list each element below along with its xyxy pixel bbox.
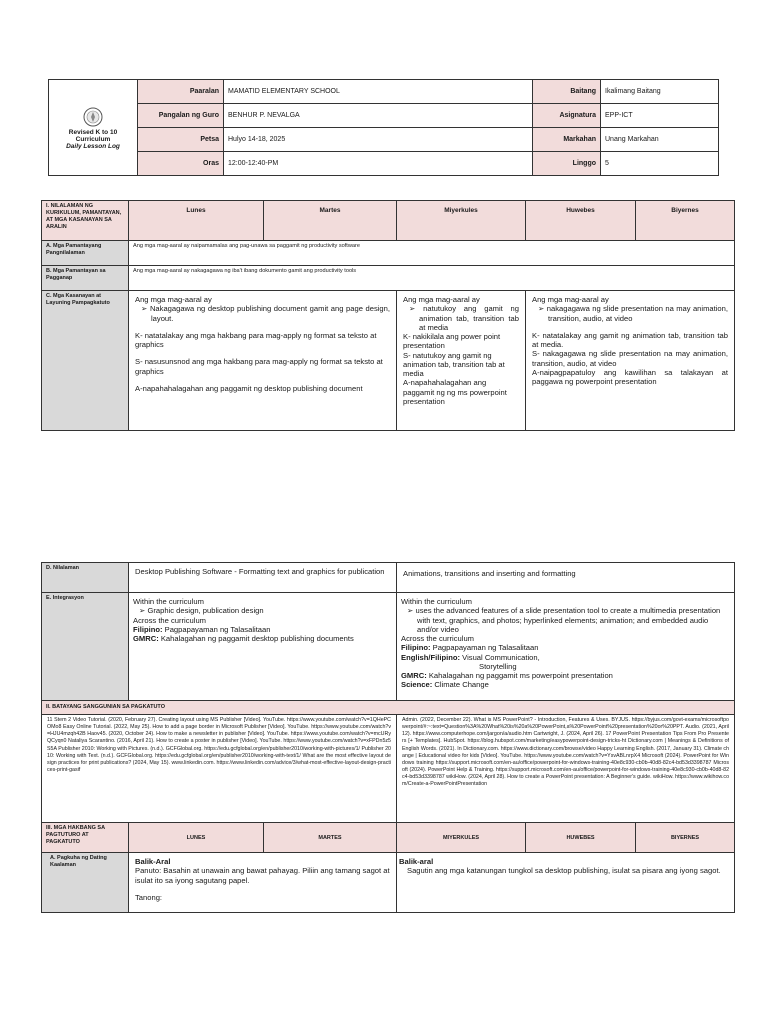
linggo-value: 5 [601,152,719,176]
pagkuha-left [129,853,397,913]
day-upper-biyernes: BIYERNES [636,823,735,853]
right-gmrc-text: Kahalagahan ng paggamit ms powerpoint presentation [426,671,613,680]
left-filipino [133,625,392,634]
section1-table [41,200,735,431]
day-miyerkules: Miyerkules [397,201,526,241]
baitang-label: Baitang [533,80,601,104]
left-balik-title: Balik-Aral [135,857,171,866]
curriculum-line3: Daily Lesson Log [66,142,120,150]
guro-label: Pangalan ng Guro [138,104,224,128]
references-right: Admin. (2022, December 22). What is MS PowerPoint? - Introduction, Features & Uses. BYJUS. https://byjus.com/govt-exams/microsoftpowerpoint/#:~:text=Question%3A%20What%20is%20a%20PowerPoint,a%20PowerPoint%20presentation%20or%20PPT. Audio. (2021, April 12). https://www.computerhope.com/jargon/a/audio.htm Cartwright, J. (2024, April 26). 17 PowerPoint Presentation Tips From Pro Presenters [+ Templates]. HubSpot. https://blog.hubspot.com/marketing/easypowerpoint-design-tricks-ht Dictionary.com | Meanings & Definitions of English Words. (2021). In Dictionary.com. https://www.dictionary.com/browse/video Happy Learning English. (2017, January 31). Climate change | Educational video for kids [Video]. YouTube. https://www.youtube.com/watch?v=YsvABLnrpX4 Microsoft (2024). PowerPoint for Windows training https://support.microsoft.com/en-au/office/powerpoint-for-windows-training-40e8c930-cb0b-40d8-82c4-bd53d3398787 Microsoft (2024). PowerPoint Help & Training. https://support.microsoft.com/en-au/office/powerpoint-for-windows-training-40e8c930-cb0b-40d8-82c4-bd53d3398787 wikiHow. (2024, April 28). How to create a PowerPoint presentation: A Beginner's guide. wikiHow. https://www.wikihow.com/Create-a-PowerPointPresentation [397,715,735,823]
right-balik-text: Sagutin ang mga katanungan tungkol sa desktop publishing, isulat sa pisara ang iyong sagot. [407,866,721,876]
right-filipino [401,643,730,652]
day-lunes: Lunes [129,201,264,241]
right-science [401,680,730,689]
paaralan-value: MAMATID ELEMENTARY SCHOOL [224,80,533,104]
col1-a: A-napahahalagahan ang paggamit ng desktop publishing document [135,383,363,393]
nilalaman-left: Desktop Publishing Software - Formatting text and graphics for publication [129,563,397,593]
right-filipino-label: Filipino: [401,643,431,653]
nilalaman-right: Animations, transitions and inserting and formatting [397,563,735,593]
header-table [48,79,719,176]
left-filipino-label: Filipino: [133,624,163,634]
references-left: 11 Stem 2 Video Tutorial. (2020, February 27). Creating layout using MS Publisher [Video]. YouTube. https://www.youtube.com/watch?v=1QHePCOMo8 Easy Online Tutorial. (2022, May 25). How to add a page border in Microsoft Publisher [Video]. YouTube. https://www.youtube.com/watch?v=HJU4mzqh42B Haov45. (2020, October 24). How to make a newsletter in publisher [Video]. YouTube. https://www.youtube.com/watch?v=mcURyQCyqn0 Nataliya Scarantino. (2016, April 21). How to create a poster in publisher [Video]. YouTube. https://www.youtube.com/watch?v=xFPDn5z5S5A Publisher 2010: Working with Pictures. (n.d.). GCFGlobal.org. https://edu.gcfglobal.org/en/publisher2010/working-with-pictures/1/ Publisher 2010: Working with Text. (n.d.). GCFGlobal.org. https://edu.gcfglobal.org/en/publisher2010/working-with-text/1/ What are the most effective layout design practices for print publications? (2024, May 15). www.linkedin.com. https://www.linkedin.com/advice/3/what-most-effective-layout-design-practices-print-gasif [42,715,397,823]
right-bullet: ➢ uses the advanced features of a slide presentation tool to create a multimedia presentation with text, graphics, and photos; hyperlinked elements; animation; and embedded audio and/or video [401,606,730,634]
left-filipino-text: Pagpapayaman ng Talasalitaan [162,624,271,634]
col2-intro: Ang mga mag-aaral ay [403,295,480,304]
kasanayan-label: C. Mga Kasanayan at Layuning Pampagkatuto [42,291,129,431]
kasanayan-col1 [129,291,397,431]
curriculum-line2: Curriculum [75,135,111,143]
col2-k: K- nakikilala ang power point presentation [403,332,501,351]
col2-s: S- natutukoy ang gamit ng animation tab, transition tab at media [403,350,505,378]
left-tanong: Tanong: [135,892,163,902]
left-gmrc-label: GMRC: [133,634,159,643]
left-gmrc [133,634,392,643]
left-balik-text: Panuto: Basahin at unawain ang bawat pahayag. Piliin ang tamang sagot at isulat ito sa iyong sagutang papel. [135,866,390,885]
right-english [401,653,730,662]
right-science-label: Science: [401,680,433,690]
right-eng-label: English/Filipino: [401,652,461,662]
petsa-value: Hulyo 14-18, 2025 [224,128,533,152]
linggo-label: Linggo [533,152,601,176]
section2-table [41,562,735,913]
day-biyernes: Biyernes [636,201,735,241]
col3-intro: Ang mga mag-aaral ay [532,295,609,304]
hakbang-heading: III. MGA HAKBANG SA PAGTUTURO AT PAGKATUTO [42,823,129,853]
asignatura-value: EPP-ICT [601,104,719,128]
pamantayang-label: A. Mga Pamantayang Pangnilalaman [42,241,129,266]
day-huwebes: Huwebes [526,201,636,241]
right-eng-text2: Storytelling [479,661,517,671]
guro-value: BENHUR P. NEVALGA [224,104,533,128]
col1-k: K- natatalakay ang mga hakbang para mag-apply ng format sa teksto at graphics [135,330,377,349]
right-gmrc-label: GMRC: [401,671,427,680]
col1-intro: Ang mga mag-aaral ay [135,295,212,304]
pagkuha-label: A. Pagkuha ng Dating Kaalaman [42,853,129,913]
col1-bullet: ➢ Nakagagawa ng desktop publishing document gamit ang page design, layout. [135,304,390,323]
left-bullet: ➢ Graphic design, publication design [133,606,392,615]
col2-bullet: ➢ natutukoy ang gamit ng animation tab, transition tab at media [403,304,519,332]
pagganap-label: B. Mga Pamantayan sa Pagganap [42,266,129,291]
day-upper-miyerkules: MIYERKULES [397,823,526,853]
kasanayan-col2 [397,291,526,431]
paaralan-label: Paaralan [138,80,224,104]
col3-s: S- nakagagawa ng slide presentation na may animation, transition, audio, at video [532,349,728,368]
petsa-label: Petsa [138,128,224,152]
pamantayang-text: Ang mga mag-aaral ay naipamamalas ang pag-unawa sa paggamit ng productivity software [129,241,735,266]
markahan-value: Unang Markahan [601,128,719,152]
day-upper-huwebes: HUWEBES [526,823,636,853]
right-eng-text: Visual Communication, [460,652,540,662]
right-filipino-text: Pagpapayaman ng Talasalitaan [430,643,539,653]
day-martes: Martes [264,201,397,241]
curriculum-line1: Revised K to 10 [68,128,118,136]
right-across: Across the curriculum [401,634,475,643]
pagganap-text: Ang mga mag-aaral ay nakagagawa ng iba't ibang dokumento gamit ang productivity tools [129,266,735,291]
kasanayan-col3 [526,291,735,431]
baitang-value: Ikalimang Baitang [601,80,719,104]
left-across: Across the curriculum [133,615,207,625]
section1-heading: I. NILALAMAN NG KURIKULUM, PAMANTAYAN, AT MGA KASANAYAN SA ARALIN [42,201,129,241]
markahan-label: Markahan [533,128,601,152]
integrasyon-left [129,593,397,701]
school-logo-cell [49,80,138,176]
col2-a: A-napahahalagahan ang paggamit ng ng ms powerpoint presentation [403,378,507,406]
day-upper-martes: MARTES [264,823,397,853]
pagkuha-right [397,853,735,913]
right-balik-title: Balik-aral [399,857,434,866]
left-within: Within the curriculum [133,597,204,606]
day-upper-lunes: LUNES [129,823,264,853]
nilalaman-label: D. Nilalaman [42,563,129,593]
col3-a: A-naipagpapatuloy ang kawilihan sa talakayan at paggawa ng powerpoint presentation [532,367,728,386]
col3-k: K- natatalakay ang gamit ng animation tab, transition tab at media. [532,330,728,349]
right-within: Within the curriculum [401,597,472,606]
sanggunian-heading: II. BATAYANG SANGGUNIAN SA PAGKATUTO [42,701,735,715]
col1-s: S- nasusunsnod ang mga hakbang para mag-apply ng format sa teksto at graphics [135,357,383,376]
right-gmrc [401,671,730,680]
deped-seal-icon [83,107,103,127]
col3-bullet: ➢ nakagagawa ng slide presentation na may animation, transition, audio, at video [532,304,728,323]
integrasyon-label: E. Integrasyon [42,593,129,701]
right-science-text: Climate Change [432,680,489,690]
integrasyon-right [397,593,735,701]
oras-value: 12:00-12:40-PM [224,152,533,176]
left-gmrc-text: Kahalagahan ng paggamit desktop publishing documents [158,634,354,643]
asignatura-label: Asignatura [533,104,601,128]
oras-label: Oras [138,152,224,176]
